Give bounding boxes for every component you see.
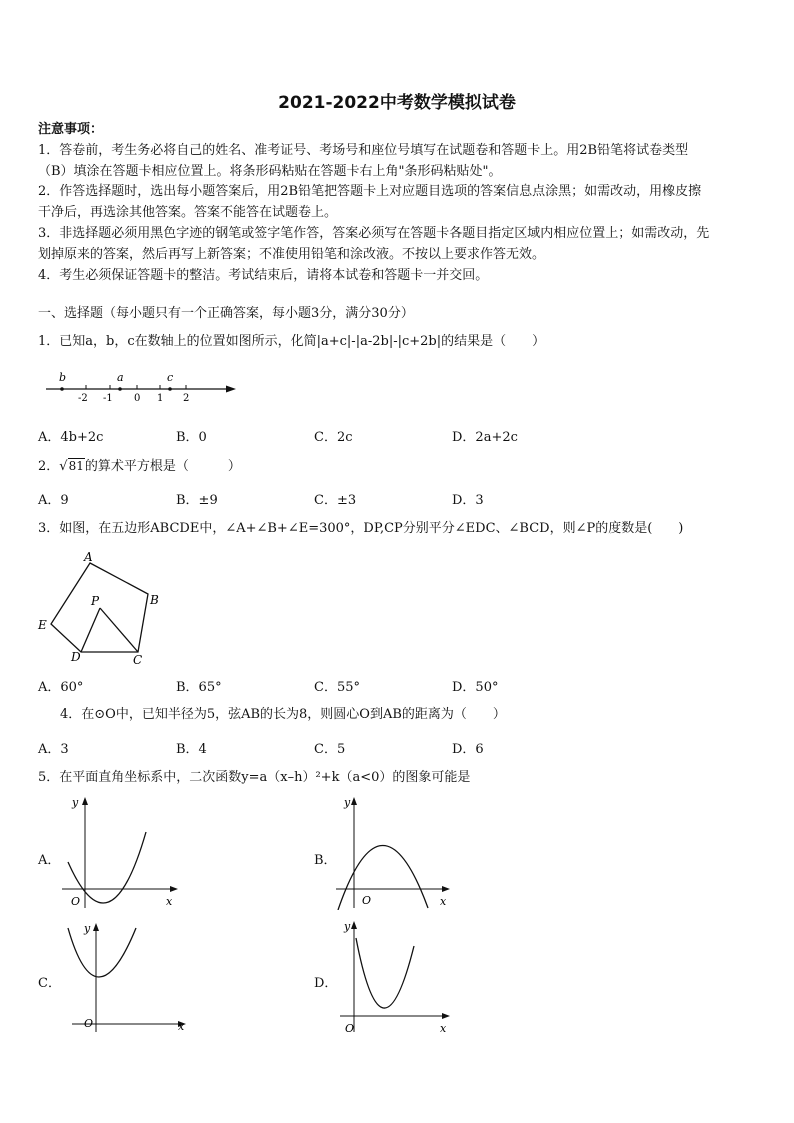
sqrt-expression xyxy=(59,456,85,477)
question-2-stem xyxy=(38,456,241,477)
notes-heading: 注意事项： xyxy=(38,122,104,137)
notes xyxy=(38,120,760,286)
question-5-stem: 5．在平面直角坐标系中，二次函数y=a（x–h）²+k（a<0）的图象可能是 xyxy=(38,770,471,785)
origin-label: O xyxy=(362,894,372,907)
q3-option-a: A．60° xyxy=(38,680,84,695)
point-b-label: b xyxy=(59,371,67,384)
question-1-stem: 1．已知a，b，c在数轴上的位置如图所示，化简|a+c|-|a-2b|-|c+2b|的结果是（ ） xyxy=(38,334,546,349)
q1-option-a: A．4b+2c xyxy=(38,430,104,445)
pentagon-figure xyxy=(34,548,169,668)
q1-option-c: C．2c xyxy=(314,430,353,445)
q1-option-b: B．0 xyxy=(176,430,207,445)
question-3-stem: 3．如图，在五边形ABCDE中，∠A+∠B+∠E=300°，DP,CP分别平分∠EDC、∠BCD，则∠P的度数是( ) xyxy=(38,521,684,536)
graph-b xyxy=(334,792,454,910)
q2-option-a: A．9 xyxy=(38,493,69,508)
vertex-e-label: E xyxy=(38,618,47,632)
x-axis-label: x xyxy=(178,1020,185,1033)
y-axis-label: y xyxy=(344,920,351,933)
tick-label: 0 xyxy=(134,393,141,404)
q4-option-a: A．3 xyxy=(38,742,69,757)
q4-option-d: D．6 xyxy=(452,742,484,757)
tick-label: 1 xyxy=(157,393,164,404)
q2-option-c: C．±3 xyxy=(314,493,357,508)
point-a-label: a xyxy=(117,371,124,384)
q5-option-b: B． xyxy=(314,853,337,868)
q5-option-a: A． xyxy=(38,853,61,868)
x-axis-label: x xyxy=(166,895,173,908)
q2-option-d: D．3 xyxy=(452,493,484,508)
origin-label: O xyxy=(345,1022,355,1034)
notes-line: 划掉原来的答案，然后再写上新答案；不准使用铅笔和涂改液。不按以上要求作答无效。 xyxy=(38,246,546,262)
notes-line: 1．答卷前，考生务必将自己的姓名、准考证号、考场号和座位号填写在试题卷和答题卡上。用2B铅笔将试卷类型 xyxy=(38,142,689,158)
notes-line: 2．作答选择题时，选出每小题答案后，用2B铅笔把答题卡上对应题目选项的答案信息点涂黑；如需改动，用橡皮擦 xyxy=(38,184,702,200)
section-heading: 一、选择题（每小题只有一个正确答案，每小题3分，满分30分） xyxy=(38,306,414,321)
tick-label: -2 xyxy=(78,393,88,404)
sqrt-sign: √ xyxy=(59,459,68,474)
notes-line: 3．非选择题必须用黑色字迹的钢笔或签字笔作答，答案必须写在答题卡各题目指定区域内相应位置上；如需改动，先 xyxy=(38,225,710,241)
graph-a xyxy=(60,792,180,910)
q2-number: 2． xyxy=(38,459,60,474)
tick-label: 2 xyxy=(183,393,190,404)
q4-option-c: C．5 xyxy=(314,742,346,757)
vertex-b-label: B xyxy=(150,593,159,607)
notes-line: 4．考生必须保证答题卡的整洁。考试结束后，请将本试卷和答题卡一并交回。 xyxy=(38,267,489,283)
q4-option-b: B．4 xyxy=(176,742,207,757)
origin-label: O xyxy=(84,1017,94,1030)
number-line xyxy=(40,366,240,406)
vertex-a-label: A xyxy=(84,550,93,564)
x-axis-label: x xyxy=(440,895,447,908)
q3-option-d: D．50° xyxy=(452,680,499,695)
q5-option-c: C． xyxy=(38,976,61,991)
graph-c xyxy=(62,916,192,1034)
point-p-label: P xyxy=(91,594,100,608)
point-c-label: c xyxy=(167,371,174,384)
q3-option-c: C．55° xyxy=(314,680,360,695)
question-4-stem: 4．在⊙O中，已知半径为5，弦AB的长为8，则圆心O到AB的距离为（ ） xyxy=(60,707,506,722)
graph-d xyxy=(334,916,454,1034)
x-axis-label: x xyxy=(440,1022,447,1034)
vertex-d-label: D xyxy=(71,650,81,664)
notes-line: 干净后，再选涂其他答案。答案不能答在试题卷上。 xyxy=(38,205,338,221)
q2-option-b: B．±9 xyxy=(176,493,218,508)
y-axis-label: y xyxy=(344,796,351,809)
exam-title: 2021-2022中考数学模拟试卷 xyxy=(278,93,516,113)
q1-option-d: D．2a+2c xyxy=(452,430,518,445)
tick-label: -1 xyxy=(103,393,113,404)
q3-option-b: B．65° xyxy=(176,680,222,695)
origin-label: O xyxy=(71,895,81,908)
q2-stem-rest: 的算术平方根是（ ） xyxy=(84,459,241,474)
radicand: 81 xyxy=(68,459,84,473)
notes-line: （B）填涂在答题卡相应位置上。将条形码粘贴在答题卡右上角"条形码粘贴处"。 xyxy=(38,163,502,179)
q5-option-d: D． xyxy=(314,976,338,991)
y-axis-label: y xyxy=(72,796,79,809)
y-axis-label: y xyxy=(84,922,91,935)
vertex-c-label: C xyxy=(133,653,143,667)
